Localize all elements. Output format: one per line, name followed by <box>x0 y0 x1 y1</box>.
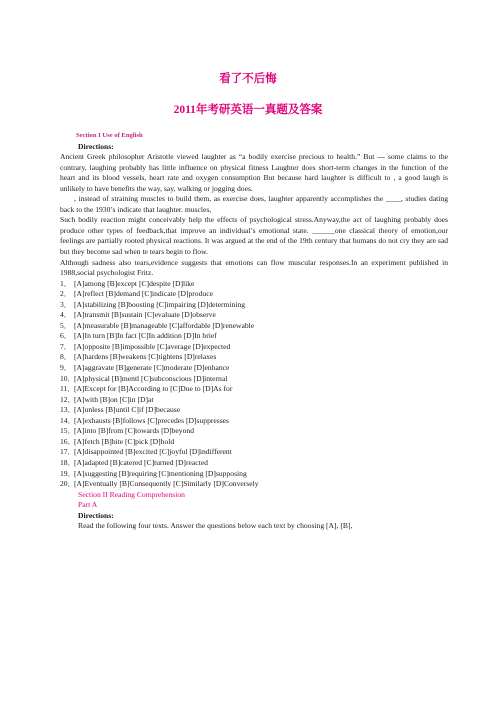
option-number: 6． <box>60 331 72 341</box>
option-text: [A]unless [B]until C]if [D]because <box>74 405 181 415</box>
option-item <box>60 437 448 448</box>
option-text: [A]into [B]from [C]towards [D]beyond <box>74 426 194 436</box>
option-text: [A]exhausts [B]follows [C]precedes [D]suppresses <box>74 415 229 425</box>
section-heading: Section II Reading Comprehension <box>78 489 185 499</box>
part-heading: Part A <box>78 500 98 510</box>
option-text: [A]fetch [B]bite [C]pick [D]hold <box>74 436 175 446</box>
option-item <box>60 395 448 406</box>
option-number: 8． <box>60 352 72 362</box>
option-text: [A]Except for [B]According to [C]Due to [D]As for <box>74 384 233 394</box>
directions-label: Directions: <box>78 510 114 520</box>
option-number: 18． <box>60 457 76 467</box>
directions-label: Directions: <box>78 141 114 151</box>
option-item <box>60 405 448 416</box>
option-item <box>60 374 448 385</box>
option-text: [A]suggesting [B]requiring [C]mentioning [D]supposing <box>74 468 247 478</box>
options-list <box>60 279 448 490</box>
option-item <box>60 352 448 363</box>
option-number: 9． <box>60 363 72 373</box>
section-label: Section I Use of English <box>76 132 143 139</box>
option-number: 15． <box>60 426 76 436</box>
option-number: 14． <box>60 415 76 425</box>
option-text: [A]transmit [B]sustain [C]evaluate [D]observe <box>74 310 216 320</box>
option-item <box>60 384 448 395</box>
option-item <box>60 331 448 342</box>
brand-heading: 看了不后悔 <box>219 73 277 85</box>
option-item <box>60 279 448 290</box>
option-item <box>60 363 448 374</box>
directions-text: Read the following four texts. Answer the questions below each text by choosing [A], [B], <box>78 521 353 531</box>
option-item <box>60 426 448 437</box>
option-number: 5． <box>60 320 72 330</box>
option-text: [A]among [B]except [C]despite [D]like <box>74 278 195 288</box>
option-text: [A]measurable [B]manageable [C]affordable [D]renewable <box>74 320 255 330</box>
option-number: 19． <box>60 468 76 478</box>
option-item <box>60 310 448 321</box>
option-number: 20． <box>60 479 76 489</box>
option-number: 4． <box>60 310 72 320</box>
option-text: [A]adapted [B]catered [C]turned [D]reacted <box>74 457 208 467</box>
option-number: 2． <box>60 289 72 299</box>
option-number: 1． <box>60 278 72 288</box>
option-text: [A]In turn [B]In fact [C]In addition [D]In brief <box>74 331 217 341</box>
passage-paragraph: Such bodily reaction might conceivably help the effects of psychological stress.Anyway,the act of laughing probably does produce other types of feedback,that improve an individual’s emotional state. ______one classical theory of emotion,our feelings are partially rooted physical reactions. It was argued at the end of the 19th century that humans do not cry they are sad but they become sad when te tears begin to flow. <box>60 215 448 257</box>
option-number: 10． <box>60 373 76 383</box>
option-text: [A]hardens [B]weakens [C]tightens [D]relaxes <box>74 352 217 362</box>
passage-paragraph: Although sadness also tears,evidence suggests that emotions can flow muscular responses.In an experiment published in 1988,social psychologist Fritz. <box>60 257 448 278</box>
passage-paragraph: , instead of straining muscles to build them, as exercise does, laughter apparently accomplishes the ____, studies dating back to the 1930’s indicate that laughter. muscles, <box>60 194 448 214</box>
option-item <box>60 342 448 353</box>
option-item <box>60 469 448 480</box>
option-text: [A]aggravate [B]generate [C]moderate [D]enhance <box>74 363 230 373</box>
option-item <box>60 447 448 458</box>
option-number: 17． <box>60 447 76 457</box>
option-text: [A]physical [B]mentl [C]subconscious [D]internal <box>74 373 228 383</box>
option-number: 7． <box>60 341 72 351</box>
option-text: [A]stabilizing [B]boosting [C]impairing [D]determining <box>74 299 246 309</box>
option-item <box>60 300 448 311</box>
option-item <box>60 479 448 490</box>
option-text: [A]with [B]on [C]in [D]at <box>74 394 154 404</box>
option-item <box>60 321 448 332</box>
option-text: [A]reflect [B]demand [C]indicate [D]produce <box>74 289 213 299</box>
option-text: [A]disappointed [B]excited [C]joyful [D]indifferent <box>74 447 232 457</box>
option-text: [A]Eventually [B]Consequently [C]Similarly [D]Conversely <box>74 479 259 489</box>
option-text: [A]opposite [B]impossible [C]average [D]expected <box>74 341 231 351</box>
option-number: 12． <box>60 394 76 404</box>
option-item <box>60 289 448 300</box>
option-item <box>60 416 448 427</box>
document-body <box>60 131 448 532</box>
option-number: 16． <box>60 436 76 446</box>
document-title: 2011年考研英语一真题及答案 <box>173 104 323 116</box>
option-number: 3． <box>60 299 72 309</box>
option-number: 11． <box>60 384 75 394</box>
passage-paragraph: Ancient Greek philosopher Aristotle viewed laughter as “a bodily exercise precious to health.” But --- some claims to the contrary, laughing probably has little influence on physical fitness Laughter does short-term changes in the function of the heart and its blood vessels, heart rate and oxygen consumption But because hard laughter is difficult to , a good laugh is unlikely to have benefits the way, say, walking or jogging does. <box>60 152 448 193</box>
option-item <box>60 458 448 469</box>
option-number: 13． <box>60 405 76 415</box>
